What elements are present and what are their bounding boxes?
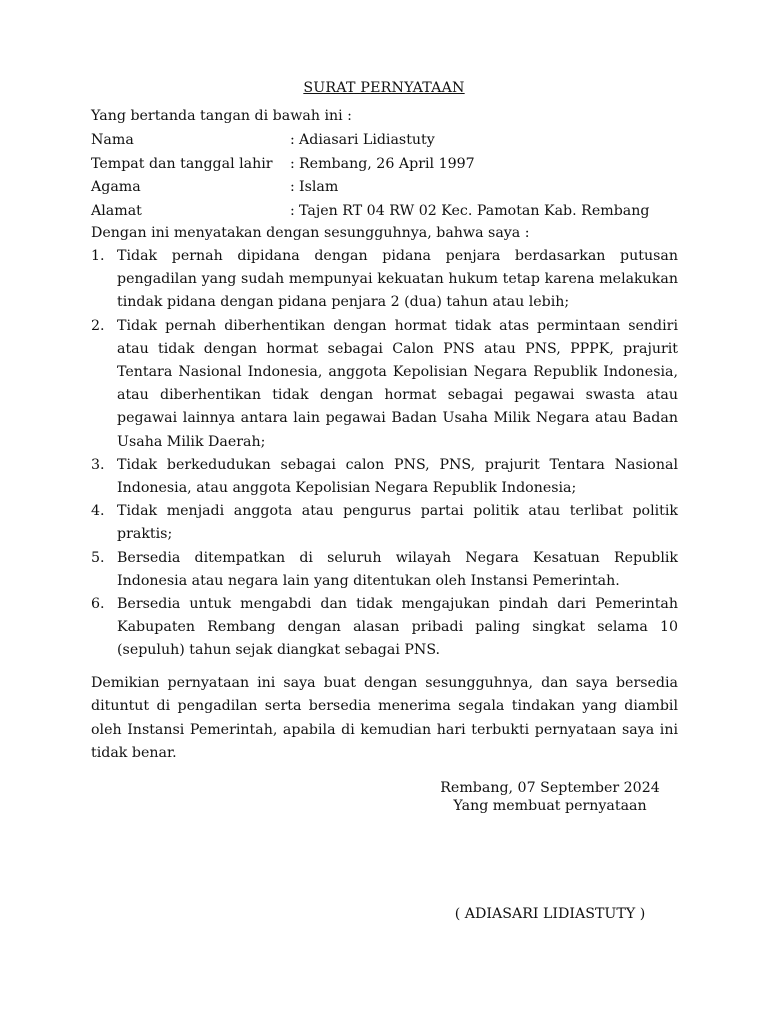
- statement-item: [91, 593, 678, 663]
- identity-separator: :: [290, 132, 295, 148]
- identity-separator: :: [290, 179, 295, 195]
- statement-text: Tidak pernah diberhentikan dengan hormat tidak atas permintaan sendiri atau tidak dengan hormat sebagai Calon PNS atau PNS, PPPK, prajurit Tentara Nasional Indonesia, anggota Kepolisian Negara Republik Indonesia, atau diberhentikan tidak dengan hormat sebagai pegawai swasta atau pegawai lainnya antara lain pegawai Badan Usaha Milik Negara atau Badan Usaha Milik Daerah;: [117, 317, 678, 450]
- statement-item: [91, 547, 678, 593]
- identity-value: Tajen RT 04 RW 02 Kec. Pamotan Kab. Rembang: [299, 203, 650, 219]
- identity-separator: :: [290, 156, 295, 172]
- statement-text: Tidak pernah dipidana dengan pidana penjara berdasarkan putusan pengadilan yang sudah mempunyai kekuatan hukum tetap karena melakukan tindak pidana dengan pidana penjara 2 (dua) tahun atau lebih;: [117, 248, 678, 311]
- identity-label: Nama: [91, 132, 134, 148]
- statement-number: 4.: [91, 503, 105, 520]
- identity-label: Alamat: [91, 203, 142, 219]
- intro-text: Yang bertanda tangan di bawah ini :: [91, 108, 352, 124]
- signature-block: [420, 779, 680, 815]
- statement-item: [91, 315, 678, 454]
- identity-value: Islam: [299, 179, 339, 195]
- statement-list: [91, 245, 678, 663]
- identity-label: Tempat dan tanggal lahir: [91, 156, 273, 172]
- statement-number: 3.: [91, 456, 105, 473]
- statement-item: [91, 245, 678, 315]
- statement-number: 1.: [91, 248, 105, 264]
- identity-separator: :: [290, 203, 295, 219]
- statement-number: 5.: [91, 549, 105, 566]
- statement-text: Bersedia untuk mengabdi dan tidak mengajukan pindah dari Pemerintah Kabupaten Rembang dengan alasan pribadi paling singkat selama 10 (sepuluh) tahun sejak diangkat sebagai PNS.: [117, 596, 678, 659]
- signer-caption: Yang membuat pernyataan: [453, 798, 647, 814]
- identity-label: Agama: [91, 179, 141, 195]
- statement-item: [91, 500, 678, 546]
- identity-value: Adiasari Lidiastuty: [299, 132, 435, 148]
- identity-value: Rembang, 26 April 1997: [299, 156, 475, 172]
- statement-item: [91, 454, 678, 500]
- statement-text: Tidak berkedudukan sebagai calon PNS, PNS, prajurit Tentara Nasional Indonesia, atau anggota Kepolisian Negara Republik Indonesia;: [117, 456, 678, 497]
- document-title: SURAT PERNYATAAN: [303, 80, 465, 96]
- signer-name: ( ADIASARI LIDIASTUTY ): [454, 906, 646, 922]
- statement-intro: Dengan ini menyatakan dengan sesungguhnya, bahwa saya :: [91, 225, 530, 241]
- statement-text: Tidak menjadi anggota atau pengurus partai politik atau terlibat politik praktis;: [117, 503, 678, 543]
- statement-text: Bersedia ditempatkan di seluruh wilayah Negara Kesatuan Republik Indonesia atau negara lain yang ditentukan oleh Instansi Pemerintah.: [117, 549, 678, 589]
- place-date: Rembang, 07 September 2024: [440, 780, 660, 796]
- closing-paragraph: Demikian pernyataan ini saya buat dengan sesungguhnya, dan saya bersedia dituntut di pengadilan serta bersedia menerima segala tindakan yang diambil oleh Instansi Pemerintah, apabila di kemudian hari terbukti pernyataan saya ini tidak benar.: [91, 675, 678, 762]
- statement-number: 2.: [91, 317, 105, 334]
- statement-number: 6.: [91, 596, 105, 613]
